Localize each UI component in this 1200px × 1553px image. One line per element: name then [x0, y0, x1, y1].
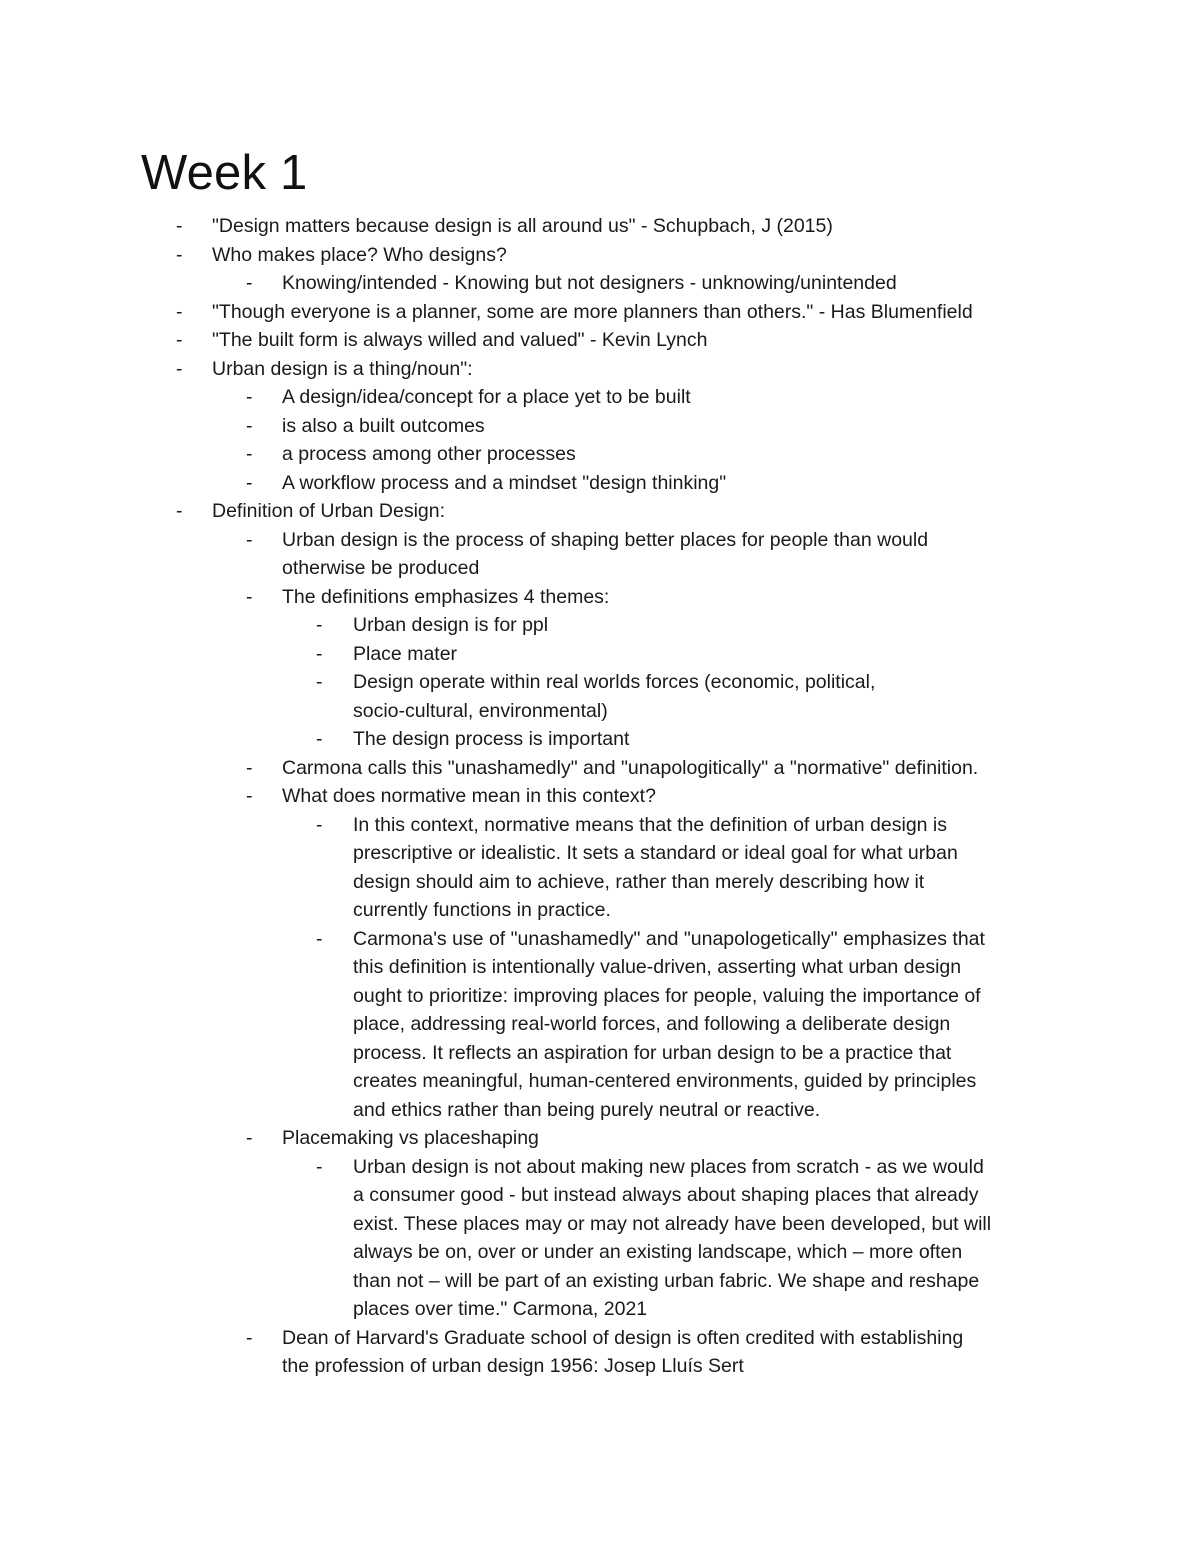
list-item: [0, 583, 1200, 612]
list-item-text: "Design matters because design is all around us" - Schupbach, J (2015): [212, 215, 833, 237]
list-item: [0, 1324, 1200, 1381]
list-item: [0, 668, 1200, 725]
list-item: [0, 469, 1200, 498]
list-item: [0, 269, 1200, 298]
list-item-text: is also a built outcomes: [282, 414, 485, 437]
bullet-dash: -: [176, 329, 183, 351]
list-item-text: The definitions emphasizes 4 themes:: [282, 585, 610, 608]
list-item: [0, 355, 1200, 384]
page-title: Week 1: [141, 146, 308, 200]
list-item: [0, 241, 1200, 270]
bullet-dash: -: [316, 642, 323, 665]
bullet-dash: -: [176, 357, 183, 380]
list-item: [0, 640, 1200, 669]
list-item-text: Design operate within real worlds forces (economic, political, socio-cultural, environmental): [353, 671, 876, 722]
list-item: [0, 326, 1200, 355]
bullet-dash: -: [176, 215, 183, 237]
list-item: [0, 412, 1200, 441]
list-item-text: A workflow process and a mindset "design thinking": [282, 471, 727, 494]
bullet-dash: -: [176, 300, 183, 323]
list-item: [0, 782, 1200, 811]
bullet-dash: -: [246, 756, 253, 779]
list-item-text: In this context, normative means that the definition of urban design is prescriptive or idealistic. It sets a standard or ideal goal for what urban design should aim to achieve, rather than merely describing how it currently functions in practice.: [353, 813, 958, 921]
list-item-text: "Though everyone is a planner, some are more planners than others." - Has Blumenfield: [212, 300, 973, 323]
list-item-text: Place mater: [353, 642, 458, 665]
list-item-text: Placemaking vs placeshaping: [282, 1127, 539, 1149]
bullet-dash: -: [316, 671, 323, 693]
bullet-dash: -: [316, 813, 323, 836]
list-item-text: What does normative mean in this context?: [282, 785, 656, 807]
list-item: [0, 1124, 1200, 1153]
list-item-text: "The built form is always willed and valued" - Kevin Lynch: [212, 329, 708, 351]
list-item: [0, 298, 1200, 327]
bullet-dash: -: [316, 728, 323, 750]
bullet-dash: -: [246, 1127, 253, 1149]
list-item-text: The design process is important: [353, 728, 630, 750]
bullet-dash: -: [316, 927, 323, 950]
list-item-text: Knowing/intended - Knowing but not designers - unknowing/unintended: [282, 272, 897, 294]
list-item-text: Urban design is not about making new places from scratch - as we would a consumer good - but instead always about shaping places that already exist. These places may or may not already have been developed, but will always be on, over or under an existing landscape, which – more often than not – will be part of an existing urban fabric. We shape and reshape places over time." Carmona, 2021: [353, 1155, 992, 1320]
list-item: [0, 383, 1200, 412]
bullet-dash: -: [176, 243, 183, 266]
list-item-text: Who makes place? Who designs?: [212, 243, 507, 266]
bullet-dash: -: [246, 272, 253, 294]
list-item-text: Carmona's use of "unashamedly" and "unapologetically" emphasizes that this definition is intentionally value-driven, asserting what urban design ought to prioritize: improving places for people, valuing the importance of place, addressing real-world forces, and following a deliberate design process. It reflects an aspiration for urban design to be a practice that creates meaningful, human-centered environments, guided by principles and ethics rather than being purely neutral or reactive.: [353, 927, 985, 1121]
list-item-text: Urban design is a thing/noun":: [212, 357, 473, 380]
bullet-dash: -: [316, 1155, 323, 1178]
bullet-dash: -: [246, 471, 253, 494]
list-item: [0, 925, 1200, 1125]
list-item-text: Urban design is the process of shaping better places for people than would otherwise be produced: [282, 528, 929, 579]
list-item: [0, 212, 1200, 241]
list-item: [0, 1153, 1200, 1324]
list-item: [0, 754, 1200, 783]
list-item-text: a process among other processes: [282, 443, 576, 465]
list-item-text: Urban design is for ppl: [353, 614, 549, 636]
list-item: [0, 440, 1200, 469]
list-item-text: A design/idea/concept for a place yet to be built: [282, 386, 691, 408]
list-item-text: Dean of Harvard's Graduate school of design is often credited with establishing the profession of urban design 1956: Josep Lluís Sert: [282, 1326, 964, 1377]
bullet-dash: -: [246, 386, 253, 408]
list-item: [0, 526, 1200, 583]
bullet-dash: -: [246, 1326, 253, 1349]
list-item-text: Carmona calls this "unashamedly" and "unapologitically" a "normative" definition.: [282, 756, 979, 779]
bullet-dash: -: [316, 614, 323, 636]
list-item: [0, 497, 1200, 526]
bullet-dash: -: [246, 443, 253, 465]
bullet-list: [0, 212, 1200, 1381]
bullet-dash: -: [246, 414, 253, 437]
bullet-dash: -: [246, 585, 253, 608]
bullet-dash: -: [176, 500, 183, 522]
bullet-dash: -: [246, 528, 253, 551]
list-item: [0, 811, 1200, 925]
bullet-dash: -: [246, 785, 253, 807]
list-item: [0, 725, 1200, 754]
list-item-text: Definition of Urban Design:: [212, 500, 446, 522]
list-item: [0, 611, 1200, 640]
